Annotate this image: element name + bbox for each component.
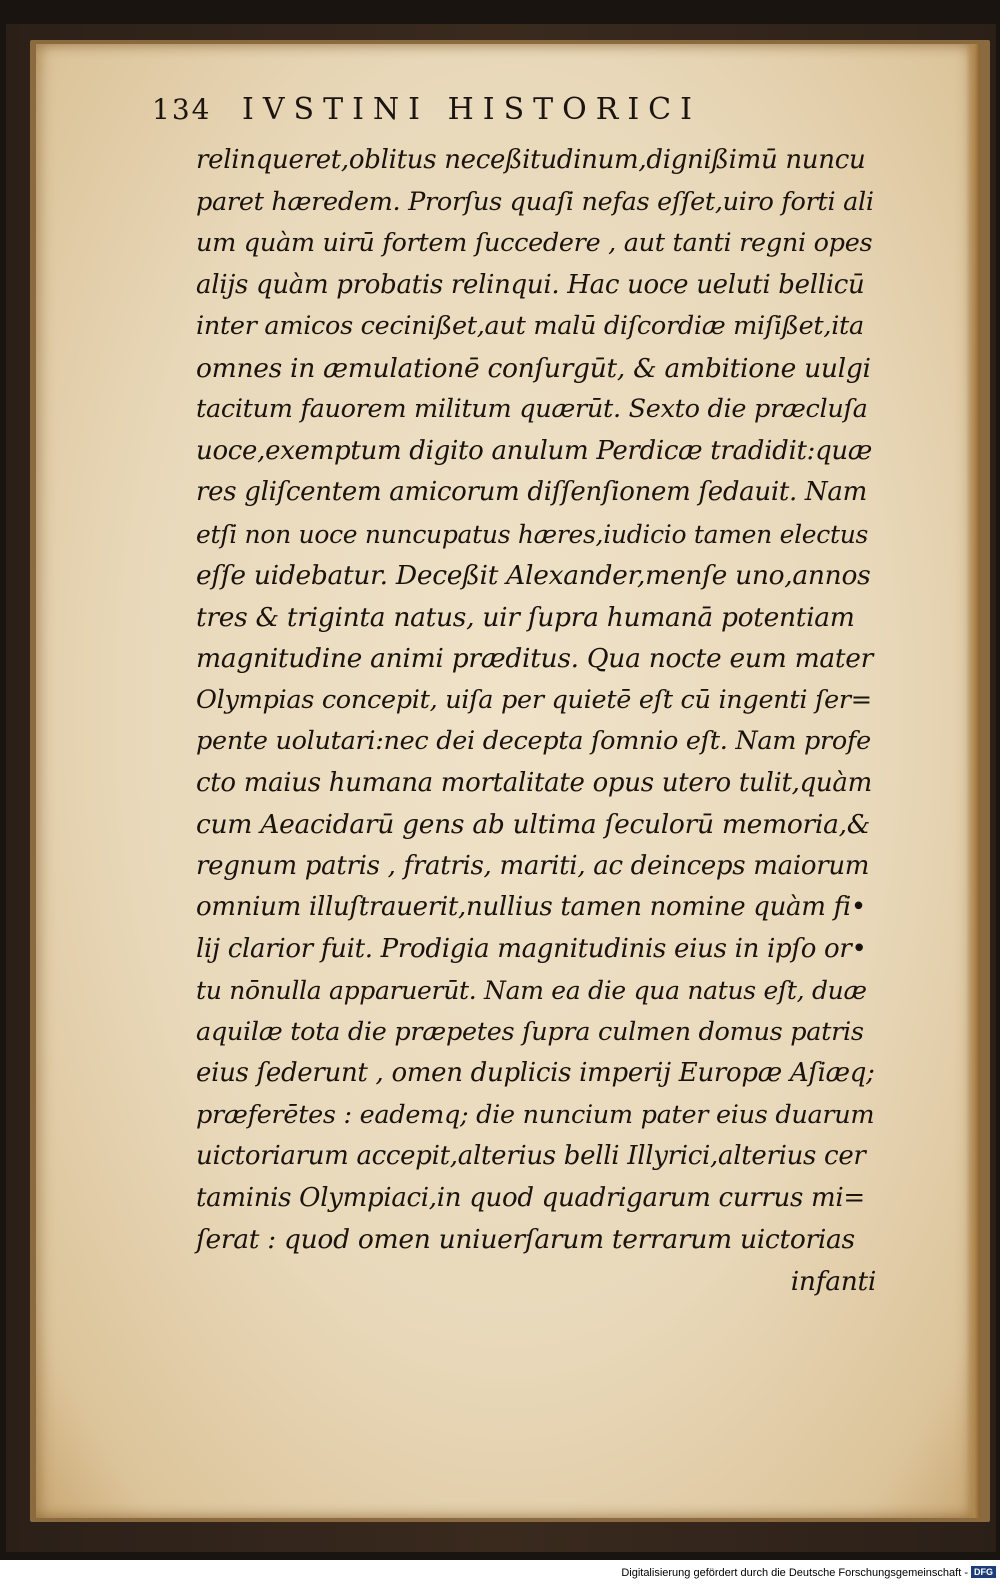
text-line: alijs quàm probatis relinqui. Hac uoce ueluti bellicū <box>196 269 865 300</box>
text-line: omnes in æmulationē conſurgūt, & ambitione uulgi <box>196 352 871 384</box>
text-line: res gliſcentem amicorum diſſenſionem ſedauit. Nam <box>196 477 867 507</box>
text-line: pente uolutari:nec dei decepta ſomnio eſt. Nam profe <box>196 726 871 756</box>
text-line: eſſe uidebatur. Deceßit Alexander,menſe uno,annos <box>196 560 871 591</box>
text-line: relinqueret,oblitus neceßitudinum,dignißimū nuncu <box>196 145 866 175</box>
text-line: magnitudine animi præditus. Qua nocte eum mater <box>196 643 874 674</box>
text-line: lij clarior fuit. Prodigia magnitudinis eius in ipſo or• <box>196 933 867 964</box>
dfg-logo: DFG <box>971 1566 996 1578</box>
digitization-credit <box>621 1566 996 1579</box>
text-line: um quàm uirū fortem ſuccedere , aut tanti regni opes <box>196 228 873 258</box>
text-line: ſerat : quod omen uniuerſarum terrarum uictorias <box>196 1224 855 1255</box>
body-text <box>196 140 876 1302</box>
running-head <box>152 92 872 127</box>
text-line: cum Aeacidarū gens ab ultima ſeculorū memoria,& <box>196 809 870 840</box>
text-line: uictoriarum accepit,alterius belli Illyrici,alterius cer <box>196 1141 866 1171</box>
text-line: uoce,exemptum digito anulum Perdicæ tradidit:quæ <box>196 435 873 466</box>
text-line: præferētes : eademq; die nuncium pater eius duarum <box>196 1099 875 1130</box>
text-line: regnum patris , fratris, mariti, ac deinceps maiorum <box>196 850 870 881</box>
text-line: inter amicos cecinißet,aut malū diſcordiæ miſißet,ita <box>196 311 864 341</box>
text-line: omnium illuſtrauerit,nullius tamen nomine quàm fi• <box>196 892 866 922</box>
running-title: IVSTINI HISTORICI <box>242 92 701 127</box>
text-line: tres & triginta natus, uir ſupra humanā potentiam <box>196 601 855 633</box>
text-line: etſi non uoce nuncupatus hæres,iudicio tamen electus <box>196 519 869 549</box>
text-line: eius ſederunt , omen duplicis imperij Europæ Aſiæq; <box>196 1058 875 1088</box>
text-line: tacitum fauorem militum quærūt. Sexto die præcluſa <box>196 394 868 424</box>
text-line: Olympias concepit, uiſa per quietē eſt cū ingenti ſer= <box>196 684 872 715</box>
text-line: taminis Olympiaci,in quod quadrigarum currus mi= <box>196 1182 865 1213</box>
text-line: paret hæredem. Prorſus quaſi nefas eſſet,uiro forti ali <box>196 186 874 217</box>
catchword: infanti <box>790 1265 876 1297</box>
text-line: aquilæ tota die præpetes ſupra culmen domus patris <box>196 1016 864 1047</box>
page-number: 134 <box>152 93 212 126</box>
page-gutter-shadow <box>966 44 980 1518</box>
credit-text: Digitalisierung gefördert durch die Deutsche Forschungsgemeinschaft - <box>621 1567 968 1579</box>
text-line: cto maius humana mortalitate opus utero tulit,quàm <box>196 767 872 798</box>
text-line: tu nōnulla apparuerūt. Nam ea die qua natus eſt, duæ <box>196 976 867 1005</box>
